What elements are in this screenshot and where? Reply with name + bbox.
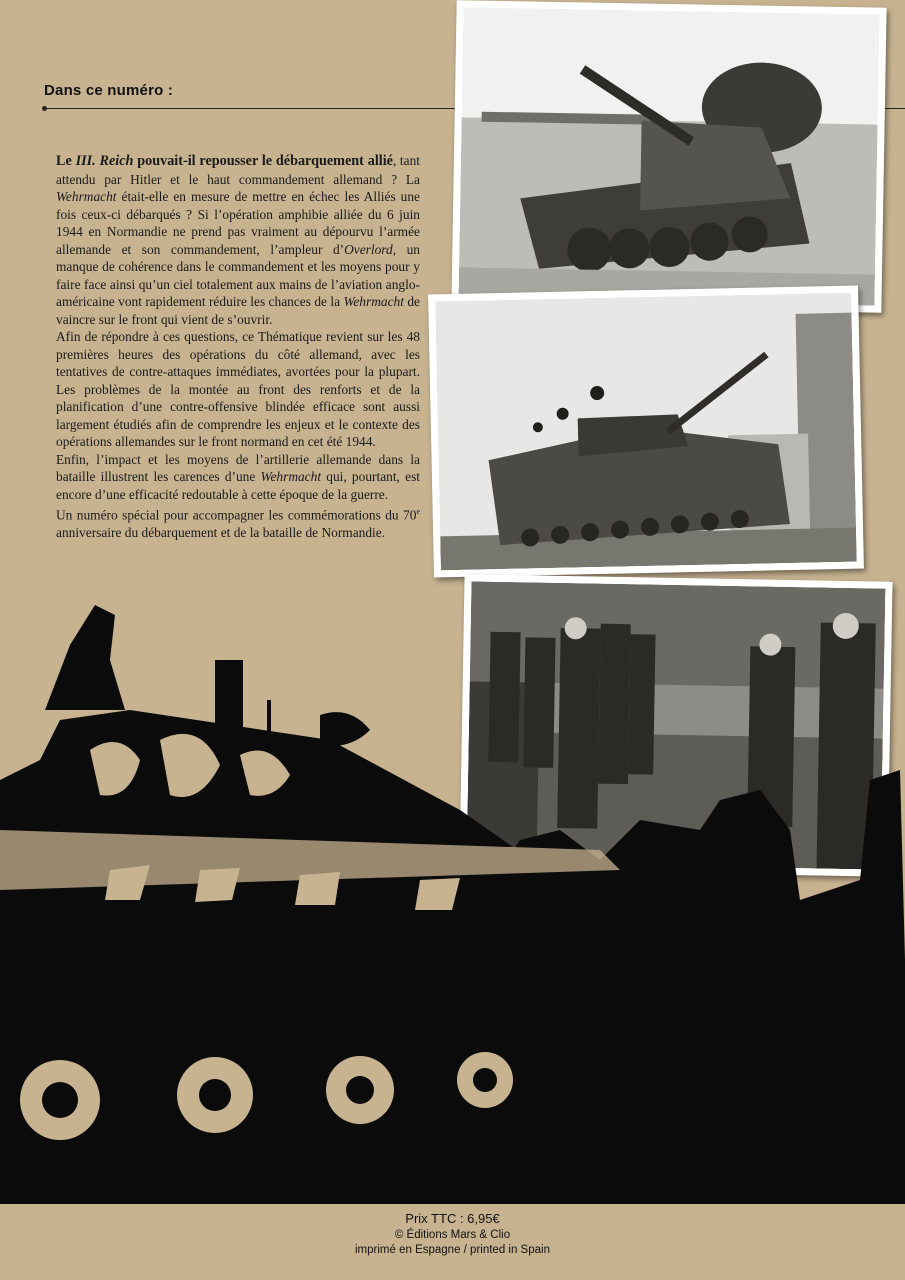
p3-text-a: Enfin, l’impact et les moyens de l’artillerie allemande dans la bataille illustrent les carences d’une <box>56 451 420 484</box>
p1-overlord: Overlord <box>344 241 393 257</box>
photo-panzer-tank <box>428 286 864 578</box>
photo-self-propelled-gun <box>451 0 886 312</box>
tank-silhouette-graphic <box>0 600 905 1204</box>
lead-prefix: Le <box>56 153 76 169</box>
p3-wehrmacht: Wehrmacht <box>260 469 322 484</box>
p1-wehrmacht: Wehrmacht <box>56 189 117 204</box>
p1-text-d: de vaincre sur le front qui vient de s’ouvrir. <box>56 294 420 327</box>
p4-superscript: e <box>416 507 420 516</box>
article-paragraph-1 <box>56 152 420 328</box>
publisher-text: © Éditions Mars & Clio <box>394 1229 511 1241</box>
p1-text-c: , un manque de cohérence dans le commandement et les moyens pour y faire face ainsi qu’un ciel totalement aux mains de l’aviation anglo-américaine vont rapidement réduire les chances de la <box>56 241 420 309</box>
p1-wehrmacht-2: Wehrmacht <box>343 294 404 309</box>
article-paragraph-2: Afin de répondre à ces questions, ce Thématique revient sur les 48 premières heures des opérations du côté allemand, avec les tentatives de contre-attaques immédiates, avortées pour la plupart. Les problèmes de la montée au front des renforts et de la planification d’une contre-offensive blindée efficace sont aussi largement étudiés afin de comprendre les enjeux et le contexte des opérations allemandes sur le front normand en cet été 1944. <box>56 329 420 449</box>
article-body <box>56 152 420 541</box>
p4-text-a: Un numéro spécial pour accompagner les commémorations du 70 <box>56 507 417 523</box>
lead-italic: III. Reich <box>75 153 134 169</box>
article-paragraph-3 <box>56 451 420 504</box>
header-title: Dans ce numéro : <box>44 82 174 99</box>
panzer-tank-image <box>435 293 857 571</box>
lead-bold: pouvait-il repousser le débarquement allié <box>133 153 393 169</box>
p4-text-b: anniversaire du débarquement et de la bataille de Normandie. <box>56 524 386 540</box>
p1-text-b: était-elle en mesure de mettre en échec les Alliés une fois ceux-ci débarqués ? Si l’opération amphibie alliée du 6 juin 1944 en Normandie ne prend pas vraiment au dépourvu l’armée allemande et son commandement, l’ampleur d’ <box>56 189 420 257</box>
p1-text-a: , tant attendu par Hitler et le haut commandement allemand ? La <box>56 153 421 187</box>
article-paragraph-4 <box>56 503 420 541</box>
self-propelled-gun-image <box>458 7 879 305</box>
footer <box>0 1210 905 1258</box>
printed-in-text: imprimé en Espagne / printed in Spain <box>355 1244 550 1256</box>
price-text: Prix TTC : 6,95€ <box>405 1211 500 1226</box>
p3-text-b: qui, pourtant, est encore d’une efficacité redoutable à cette époque de la guerre. <box>56 469 420 502</box>
